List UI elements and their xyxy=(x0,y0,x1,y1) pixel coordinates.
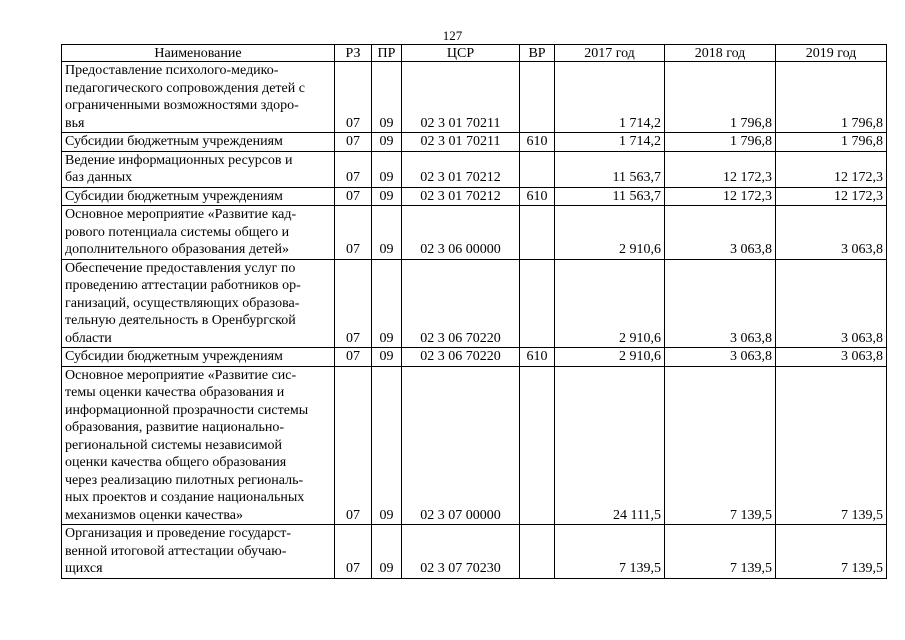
page-number: 127 xyxy=(442,28,463,43)
cell-2017: 11 563,7 xyxy=(555,187,665,206)
cell-pr: 09 xyxy=(372,366,402,525)
name-line: области xyxy=(65,330,112,346)
cell-name xyxy=(62,366,335,525)
header-rz: РЗ xyxy=(335,45,372,62)
cell-rz: 07 xyxy=(335,151,372,187)
cell-pr: 09 xyxy=(372,259,402,348)
name-line: педагогического сопровождения детей с xyxy=(65,80,305,96)
table-row xyxy=(62,187,887,206)
cell-name xyxy=(62,348,335,367)
cell-vr xyxy=(520,366,555,525)
cell-2019: 3 063,8 xyxy=(776,259,887,348)
table-header-row xyxy=(62,45,887,62)
cell-vr xyxy=(520,525,555,579)
cell-pr: 09 xyxy=(372,206,402,260)
cell-pr: 09 xyxy=(372,62,402,133)
cell-name xyxy=(62,259,335,348)
name-line: темы оценки качества образования и xyxy=(65,385,285,400)
header-vr: ВР xyxy=(520,45,555,62)
cell-2017: 11 563,7 xyxy=(555,151,665,187)
name-line: оценки качества общего образования xyxy=(65,455,287,470)
table-row xyxy=(62,366,887,525)
cell-vr xyxy=(520,259,555,348)
header-2018: 2018 год xyxy=(665,45,776,62)
cell-name xyxy=(62,525,335,579)
cell-name xyxy=(62,206,335,260)
header-name: Наименование xyxy=(62,45,335,62)
cell-vr: 610 xyxy=(520,187,555,206)
name-line: образования, развитие национально- xyxy=(65,420,285,435)
cell-2019: 12 172,3 xyxy=(776,187,887,206)
name-line: ных проектов и создание национальных xyxy=(65,490,305,505)
cell-csr: 02 3 01 70211 xyxy=(402,62,520,133)
cell-rz: 07 xyxy=(335,525,372,579)
cell-rz: 07 xyxy=(335,133,372,152)
cell-csr: 02 3 06 00000 xyxy=(402,206,520,260)
cell-2018: 12 172,3 xyxy=(665,151,776,187)
table-row xyxy=(62,348,887,367)
cell-rz: 07 xyxy=(335,259,372,348)
name-line: дополнительного образования детей» xyxy=(65,242,289,257)
name-line: через реализацию пилотных региональ- xyxy=(65,472,304,488)
cell-pr: 09 xyxy=(372,525,402,579)
cell-csr: 02 3 07 70230 xyxy=(402,525,520,579)
name-line: информационной прозрачности системы xyxy=(65,402,309,418)
cell-2019: 1 796,8 xyxy=(776,133,887,152)
name-line: Основное мероприятие «Развитие сис- xyxy=(65,367,297,383)
table-row xyxy=(62,151,887,187)
cell-name xyxy=(62,151,335,187)
name-line: щихся xyxy=(65,561,103,576)
cell-2017: 7 139,5 xyxy=(555,525,665,579)
header-pr: ПР xyxy=(372,45,402,62)
cell-2018: 3 063,8 xyxy=(665,206,776,260)
cell-2019: 1 796,8 xyxy=(776,62,887,133)
name-line: Обеспечение предоставления услуг по xyxy=(65,260,296,276)
cell-vr xyxy=(520,206,555,260)
cell-rz: 07 xyxy=(335,187,372,206)
cell-2019: 3 063,8 xyxy=(776,348,887,367)
table-row xyxy=(62,133,887,152)
name-line: Организация и проведение государст- xyxy=(65,526,292,541)
name-line: Ведение информационных ресурсов и xyxy=(65,152,293,168)
name-line: баз данных xyxy=(65,170,133,185)
cell-2018: 1 796,8 xyxy=(665,133,776,152)
cell-name xyxy=(62,133,335,152)
name-line: Субсидии бюджетным учреждениям xyxy=(65,188,283,204)
table-row xyxy=(62,206,887,260)
name-line: вья xyxy=(65,115,85,131)
cell-vr: 610 xyxy=(520,133,555,152)
cell-csr: 02 3 06 70220 xyxy=(402,348,520,367)
header-csr: ЦСР xyxy=(402,45,520,62)
name-line: региональной системы независимой xyxy=(65,437,282,453)
cell-2019: 3 063,8 xyxy=(776,206,887,260)
cell-2018: 7 139,5 xyxy=(665,525,776,579)
name-line: венной итоговой аттестации обучаю- xyxy=(65,543,287,559)
cell-name xyxy=(62,187,335,206)
cell-2018: 12 172,3 xyxy=(665,187,776,206)
name-line: рового потенциала системы общего и xyxy=(65,224,290,240)
header-2017: 2017 год xyxy=(555,45,665,62)
cell-2017: 24 111,5 xyxy=(555,366,665,525)
cell-2019: 12 172,3 xyxy=(776,151,887,187)
name-line: ганизаций, осуществляющих образова- xyxy=(65,295,300,311)
cell-rz: 07 xyxy=(335,366,372,525)
table-row xyxy=(62,259,887,348)
cell-vr: 610 xyxy=(520,348,555,367)
cell-name xyxy=(62,62,335,133)
cell-csr: 02 3 06 70220 xyxy=(402,259,520,348)
cell-2017: 1 714,2 xyxy=(555,133,665,152)
cell-pr: 09 xyxy=(372,187,402,206)
cell-2017: 1 714,2 xyxy=(555,62,665,133)
cell-pr: 09 xyxy=(372,133,402,152)
name-line: тельную деятельность в Оренбургской xyxy=(65,313,296,328)
cell-2017: 2 910,6 xyxy=(555,206,665,260)
cell-rz: 07 xyxy=(335,348,372,367)
cell-pr: 09 xyxy=(372,151,402,187)
name-line: Предоставление психолого-медико- xyxy=(65,63,279,78)
cell-2017: 2 910,6 xyxy=(555,348,665,367)
header-2019: 2019 год xyxy=(776,45,887,62)
name-line: ограниченными возможностями здоро- xyxy=(65,98,299,113)
cell-csr: 02 3 01 70211 xyxy=(402,133,520,152)
cell-rz: 07 xyxy=(335,206,372,260)
table-body xyxy=(62,62,887,579)
cell-pr: 09 xyxy=(372,348,402,367)
name-line: Основное мероприятие «Развитие кад- xyxy=(65,207,297,222)
cell-vr xyxy=(520,151,555,187)
cell-2019: 7 139,5 xyxy=(776,525,887,579)
cell-vr xyxy=(520,62,555,133)
name-line: механизмов оценки качества» xyxy=(65,507,244,523)
cell-rz: 07 xyxy=(335,62,372,133)
name-line: Субсидии бюджетным учреждениям xyxy=(65,349,283,364)
cell-2019: 7 139,5 xyxy=(776,366,887,525)
name-line: проведению аттестации работников ор- xyxy=(65,278,301,293)
cell-2018: 3 063,8 xyxy=(665,348,776,367)
table-row xyxy=(62,525,887,579)
cell-2018: 3 063,8 xyxy=(665,259,776,348)
name-line: Субсидии бюджетным учреждениям xyxy=(65,134,283,149)
budget-table xyxy=(61,44,887,579)
cell-2018: 7 139,5 xyxy=(665,366,776,525)
cell-2017: 2 910,6 xyxy=(555,259,665,348)
table-row xyxy=(62,62,887,133)
cell-csr: 02 3 07 00000 xyxy=(402,366,520,525)
cell-csr: 02 3 01 70212 xyxy=(402,187,520,206)
cell-csr: 02 3 01 70212 xyxy=(402,151,520,187)
cell-2018: 1 796,8 xyxy=(665,62,776,133)
